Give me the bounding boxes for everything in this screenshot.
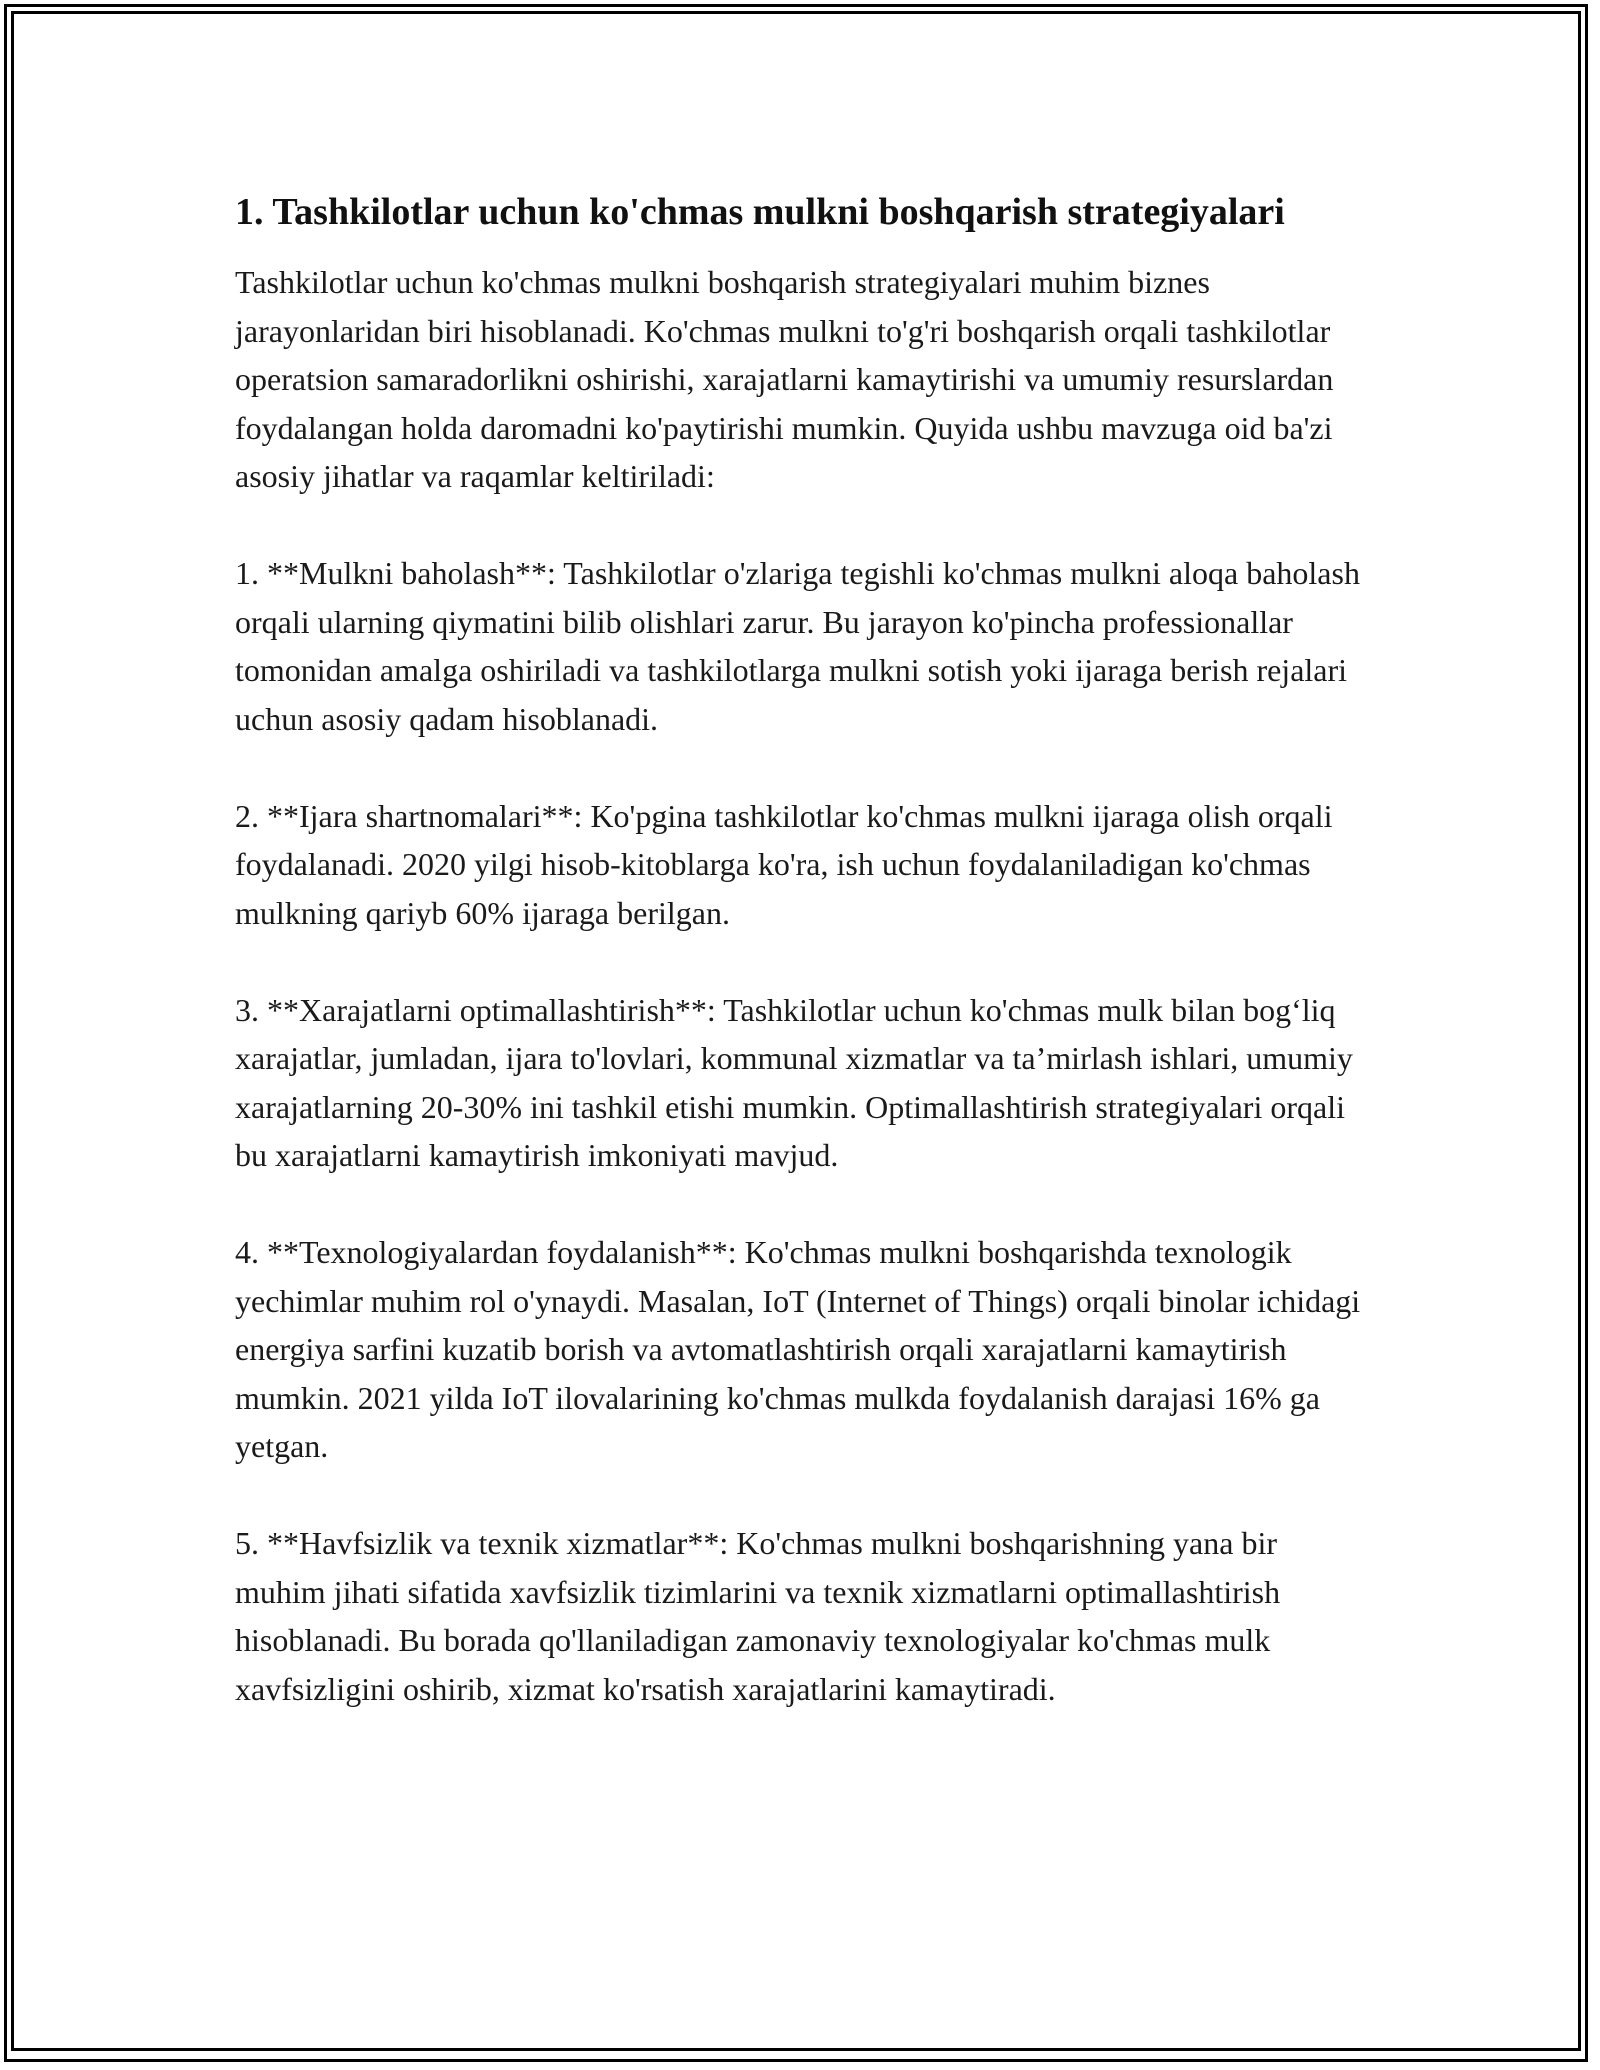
list-item-mulkni-baholash: 1. **Mulkni baholash**: Tashkilotlar o'zlariga tegishli ko'chmas mulkni aloqa baholash orqali ularning qiymatini bilib olishlari zarur. Bu jarayon ko'pincha professionallar tomonidan amalga oshiriladi va tashkilotlarga mulkni sotish yoki ijaraga berish rejalari uchun asosiy qadam hisoblanadi. bbox=[235, 555, 1360, 737]
list-item-texnologiyalardan-foydalanish: 4. **Texnologiyalardan foydalanish**: Ko'chmas mulkni boshqarishda texnologik yechimlar muhim rol o'ynaydi. Masalan, IoT (Internet of Things) orqali binolar ichidagi energiya sarfini kuzatib borish va avtomatlashtirish orqali xarajatlarni kamaytirish mumkin. 2021 yilda IoT ilovalarining ko'chmas mulkda foydalanish darajasi 16% ga yetgan. bbox=[235, 1234, 1361, 1464]
list-item-xarajatlarni-optimallashtirish: 3. **Xarajatlarni optimallashtirish**: Tashkilotlar uchun ko'chmas mulk bilan bog‘liq xarajatlar, jumladan, ijara to'lovlari, kommunal xizmatlar va ta’mirlash ishlari, umumiy xarajatlarning 20-30% ini tashkil etishi mumkin. Optimallashtirish strategiyalari orqali bu xarajatlarni kamaytirish imkoniyati mavjud. bbox=[235, 991, 1353, 1173]
document-title: 1. Tashkilotlar uchun ko'chmas mulkni boshqarish strategiyalari bbox=[235, 191, 1285, 233]
document-body bbox=[235, 186, 1365, 1713]
list-item-havfsizlik-va-texnik-xizmatlar: 5. **Havfsizlik va texnik xizmatlar**: Ko'chmas mulkni boshqarishning yana bir muhim jihati sifatida xavfsizlik tizimlarini va texnik xizmatlarni optimallashtirish hisoblanadi. Bu borada qo'llaniladigan zamonaviy texnologiyalar ko'chmas mulk xavfsizligini oshirib, xizmat ko'rsatish xarajatlarini kamaytiradi. bbox=[235, 1525, 1281, 1707]
list-item-ijara-shartnomalari: 2. **Ijara shartnomalari**: Ko'pgina tashkilotlar ko'chmas mulkni ijaraga olish orqali foydalanadi. 2020 yilgi hisob-kitoblarga ko'ra, ish uchun foydalaniladigan ko'chmas mulkning qariyb 60% ijaraga berilgan. bbox=[235, 797, 1333, 931]
intro-paragraph: Tashkilotlar uchun ko'chmas mulkni boshqarish strategiyalari muhim biznes jarayonlaridan biri hisoblanadi. Ko'chmas mulkni to'g'ri boshqarish orqali tashkilotlar operatsion samaradorlikni oshirishi, xarajatlarni kamaytirishi va umumiy resurslardan foydalangan holda daromadni ko'paytirishi mumkin. Quyida ushbu mavzuga oid ba'zi asosiy jihatlar va raqamlar keltiriladi: bbox=[235, 264, 1334, 494]
